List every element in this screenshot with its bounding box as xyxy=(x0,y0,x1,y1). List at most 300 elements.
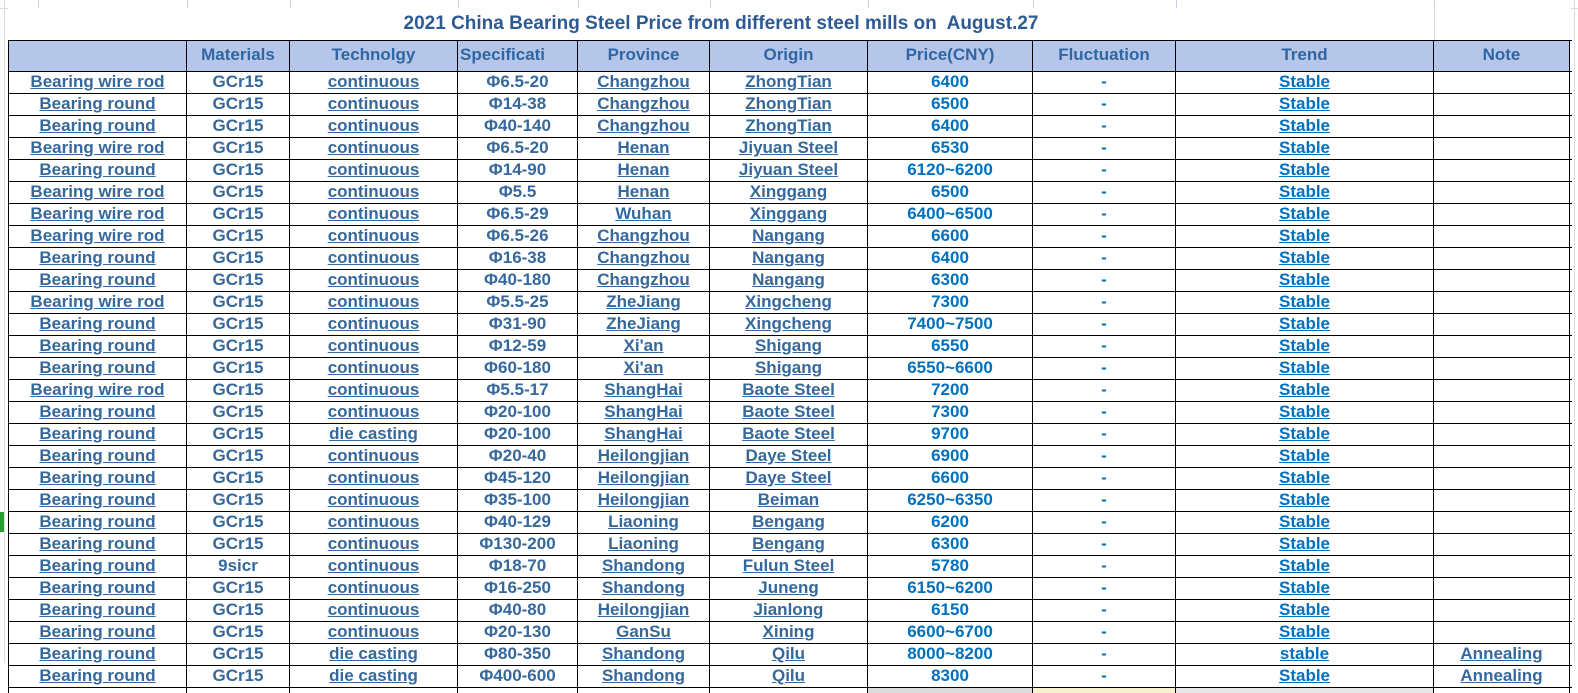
cell-technology[interactable]: continuous xyxy=(290,578,458,599)
cell-note[interactable] xyxy=(1434,292,1570,313)
cell-fluctuation[interactable]: - xyxy=(1033,512,1176,533)
cell-fluctuation[interactable]: - xyxy=(1033,182,1176,203)
cell-price[interactable]: 7300 xyxy=(868,402,1033,423)
header-cell-product[interactable] xyxy=(8,41,187,71)
cell-specification[interactable]: Φ6.5-26 xyxy=(458,226,578,247)
cell-technology[interactable]: die casting xyxy=(290,644,458,665)
cell-fluctuation[interactable]: - xyxy=(1033,578,1176,599)
cell-province[interactable]: ShangHai xyxy=(578,380,710,401)
cell-specification[interactable]: Φ80-350 xyxy=(458,644,578,665)
header-cell-trend[interactable]: Trend xyxy=(1176,41,1434,71)
cell-note[interactable] xyxy=(1434,358,1570,379)
cell-trend[interactable]: Stable xyxy=(1176,468,1434,489)
cell-specification[interactable]: Φ20-40 xyxy=(458,446,578,467)
gridline xyxy=(578,0,579,8)
cell-product[interactable]: Bearing wire rod xyxy=(8,138,187,159)
cell-province[interactable]: Henan xyxy=(578,138,710,159)
cell-product[interactable]: Bearing round xyxy=(8,600,187,621)
cell-specification[interactable]: Φ14-90 xyxy=(458,160,578,181)
cell-note[interactable] xyxy=(1434,556,1570,577)
cell-materials[interactable]: GCr15 xyxy=(187,468,290,489)
cell-price[interactable]: 6900 xyxy=(868,446,1033,467)
cell-price[interactable]: 6400 xyxy=(868,248,1033,269)
cell-price[interactable]: 6600 xyxy=(868,468,1033,489)
cell-province[interactable]: Changzhou xyxy=(578,116,710,137)
cell-note[interactable] xyxy=(1434,314,1570,335)
cell-specification[interactable]: Φ400-600 xyxy=(458,666,578,687)
cell-note[interactable]: Annealing xyxy=(1434,666,1570,687)
cell-province[interactable]: ShangHai xyxy=(578,402,710,423)
partial-cell xyxy=(187,688,290,693)
cell-fluctuation[interactable]: - xyxy=(1033,600,1176,621)
cell-fluctuation[interactable]: - xyxy=(1033,116,1176,137)
cell-product[interactable]: Bearing round xyxy=(8,622,187,643)
cell-product[interactable]: Bearing round xyxy=(8,468,187,489)
cell-province[interactable]: Shandong xyxy=(578,556,710,577)
cell-note[interactable] xyxy=(1434,512,1570,533)
cell-fluctuation[interactable]: - xyxy=(1033,424,1176,445)
cell-technology[interactable]: continuous xyxy=(290,468,458,489)
cell-note[interactable] xyxy=(1434,600,1570,621)
cell-technology[interactable]: continuous xyxy=(290,622,458,643)
cell-note[interactable] xyxy=(1434,72,1570,93)
cell-materials[interactable]: GCr15 xyxy=(187,490,290,511)
cell-note[interactable] xyxy=(1434,226,1570,247)
cell-province[interactable]: Liaoning xyxy=(578,512,710,533)
cell-fluctuation[interactable]: - xyxy=(1033,270,1176,291)
cell-origin[interactable]: Jianlong xyxy=(710,600,868,621)
cell-trend[interactable]: Stable xyxy=(1176,622,1434,643)
cell-origin[interactable]: Daye Steel xyxy=(710,468,868,489)
partial-cell xyxy=(710,688,868,693)
cell-trend[interactable]: Stable xyxy=(1176,402,1434,423)
cell-trend[interactable]: Stable xyxy=(1176,556,1434,577)
cell-trend[interactable]: stable xyxy=(1176,644,1434,665)
cell-fluctuation[interactable]: - xyxy=(1033,336,1176,357)
cell-technology[interactable]: die casting xyxy=(290,666,458,687)
cell-province[interactable]: Henan xyxy=(578,160,710,181)
cell-note[interactable] xyxy=(1434,446,1570,467)
cell-province[interactable]: Heilongjian xyxy=(578,490,710,511)
cell-origin[interactable]: Nangang xyxy=(710,270,868,291)
cell-note[interactable] xyxy=(1434,116,1570,137)
cell-origin[interactable]: Jiyuan Steel xyxy=(710,138,868,159)
cell-technology[interactable]: continuous xyxy=(290,138,458,159)
cell-fluctuation[interactable]: - xyxy=(1033,138,1176,159)
cell-technology[interactable]: continuous xyxy=(290,402,458,423)
cell-province[interactable]: Henan xyxy=(578,182,710,203)
cell-note[interactable] xyxy=(1434,622,1570,643)
partial-cell xyxy=(1176,688,1434,693)
cell-origin[interactable]: Baote Steel xyxy=(710,380,868,401)
cell-trend[interactable]: Stable xyxy=(1176,600,1434,621)
cell-price[interactable]: 6500 xyxy=(868,182,1033,203)
cell-trend[interactable]: Stable xyxy=(1176,182,1434,203)
cell-materials[interactable]: GCr15 xyxy=(187,116,290,137)
cell-price[interactable]: 6530 xyxy=(868,138,1033,159)
cell-origin[interactable]: Xinggang xyxy=(710,182,868,203)
cell-price[interactable]: 6300 xyxy=(868,270,1033,291)
cell-origin[interactable]: Baote Steel xyxy=(710,424,868,445)
cell-specification[interactable]: Φ40-140 xyxy=(458,116,578,137)
cell-trend[interactable]: Stable xyxy=(1176,380,1434,401)
cell-specification[interactable]: Φ6.5-29 xyxy=(458,204,578,225)
cell-price[interactable]: 6400 xyxy=(868,72,1033,93)
cell-note[interactable] xyxy=(1434,490,1570,511)
cell-product[interactable]: Bearing round xyxy=(8,490,187,511)
cell-specification[interactable]: Φ45-120 xyxy=(458,468,578,489)
cell-technology[interactable]: continuous xyxy=(290,116,458,137)
cell-materials[interactable]: GCr15 xyxy=(187,248,290,269)
cell-technology[interactable]: continuous xyxy=(290,556,458,577)
cell-trend[interactable]: Stable xyxy=(1176,446,1434,467)
cell-trend[interactable]: Stable xyxy=(1176,138,1434,159)
cell-price[interactable]: 7200 xyxy=(868,380,1033,401)
cell-fluctuation[interactable]: - xyxy=(1033,358,1176,379)
cell-specification[interactable]: Φ5.5-17 xyxy=(458,380,578,401)
cell-product[interactable]: Bearing round xyxy=(8,644,187,665)
cell-trend[interactable]: Stable xyxy=(1176,248,1434,269)
cell-product[interactable]: Bearing round xyxy=(8,424,187,445)
cell-origin[interactable]: Xining xyxy=(710,622,868,643)
cell-specification[interactable]: Φ130-200 xyxy=(458,534,578,555)
cell-price[interactable]: 6150~6200 xyxy=(868,578,1033,599)
cell-origin[interactable]: Qilu xyxy=(710,644,868,665)
cell-note[interactable] xyxy=(1434,578,1570,599)
table-row xyxy=(8,248,1572,270)
cell-price[interactable]: 8300 xyxy=(868,666,1033,687)
cell-specification[interactable]: Φ16-38 xyxy=(458,248,578,269)
cell-origin[interactable]: ZhongTian xyxy=(710,94,868,115)
cell-origin[interactable]: Xinggang xyxy=(710,204,868,225)
sheet-title-cell[interactable] xyxy=(8,8,1434,40)
cell-province[interactable]: Heilongjian xyxy=(578,468,710,489)
cell-materials[interactable]: GCr15 xyxy=(187,358,290,379)
cell-note[interactable] xyxy=(1434,402,1570,423)
header-cell-materials[interactable]: Materials xyxy=(187,41,290,71)
cell-materials[interactable]: GCr15 xyxy=(187,600,290,621)
cell-materials[interactable]: GCr15 xyxy=(187,644,290,665)
cell-materials[interactable]: GCr15 xyxy=(187,446,290,467)
cell-materials[interactable]: GCr15 xyxy=(187,534,290,555)
cell-trend[interactable]: Stable xyxy=(1176,578,1434,599)
cell-fluctuation[interactable]: - xyxy=(1033,72,1176,93)
cell-product[interactable]: Bearing round xyxy=(8,116,187,137)
cell-specification[interactable]: Φ18-70 xyxy=(458,556,578,577)
cell-origin[interactable]: Fulun Steel xyxy=(710,556,868,577)
cell-specification[interactable]: Φ5.5-25 xyxy=(458,292,578,313)
cell-note[interactable]: Annealing xyxy=(1434,644,1570,665)
cell-technology[interactable]: continuous xyxy=(290,314,458,335)
cell-technology[interactable]: continuous xyxy=(290,446,458,467)
cell-price[interactable]: 7300 xyxy=(868,292,1033,313)
cell-technology[interactable]: continuous xyxy=(290,72,458,93)
table-row xyxy=(8,72,1572,94)
cell-province[interactable]: Changzhou xyxy=(578,226,710,247)
header-cell-fluctuation[interactable]: Fluctuation xyxy=(1033,41,1176,71)
cell-note[interactable] xyxy=(1434,270,1570,291)
cell-technology[interactable]: continuous xyxy=(290,182,458,203)
cell-product[interactable]: Bearing wire rod xyxy=(8,226,187,247)
cell-product[interactable]: Bearing wire rod xyxy=(8,380,187,401)
cell-fluctuation[interactable]: - xyxy=(1033,292,1176,313)
cell-origin[interactable]: Juneng xyxy=(710,578,868,599)
cell-fluctuation[interactable]: - xyxy=(1033,446,1176,467)
cell-price[interactable]: 6400~6500 xyxy=(868,204,1033,225)
cell-materials[interactable]: GCr15 xyxy=(187,622,290,643)
cell-note[interactable] xyxy=(1434,182,1570,203)
cell-trend[interactable]: Stable xyxy=(1176,94,1434,115)
cell-technology[interactable]: continuous xyxy=(290,292,458,313)
cell-origin[interactable]: Daye Steel xyxy=(710,446,868,467)
cell-origin[interactable]: Jiyuan Steel xyxy=(710,160,868,181)
cell-technology[interactable]: continuous xyxy=(290,336,458,357)
cell-fluctuation[interactable]: - xyxy=(1033,556,1176,577)
cell-price[interactable]: 6600 xyxy=(868,226,1033,247)
cell-fluctuation[interactable]: - xyxy=(1033,226,1176,247)
cell-trend[interactable]: Stable xyxy=(1176,336,1434,357)
cell-price[interactable]: 6120~6200 xyxy=(868,160,1033,181)
cell-materials[interactable]: GCr15 xyxy=(187,666,290,687)
cell-materials[interactable]: GCr15 xyxy=(187,204,290,225)
cell-trend[interactable]: Stable xyxy=(1176,490,1434,511)
cell-province[interactable]: GanSu xyxy=(578,622,710,643)
cell-note[interactable] xyxy=(1434,138,1570,159)
cell-origin[interactable]: Shigang xyxy=(710,336,868,357)
cell-fluctuation[interactable]: - xyxy=(1033,94,1176,115)
cell-fluctuation[interactable]: - xyxy=(1033,314,1176,335)
cell-fluctuation[interactable]: - xyxy=(1033,644,1176,665)
cell-trend[interactable]: Stable xyxy=(1176,292,1434,313)
cell-province[interactable]: Changzhou xyxy=(578,248,710,269)
cell-specification[interactable]: Φ60-180 xyxy=(458,358,578,379)
cell-note[interactable] xyxy=(1434,248,1570,269)
cell-materials[interactable]: GCr15 xyxy=(187,424,290,445)
cell-product[interactable]: Bearing round xyxy=(8,358,187,379)
cell-product[interactable]: Bearing wire rod xyxy=(8,204,187,225)
cell-product[interactable]: Bearing round xyxy=(8,666,187,687)
cell-product[interactable]: Bearing round xyxy=(8,248,187,269)
cell-price[interactable]: 7400~7500 xyxy=(868,314,1033,335)
cell-trend[interactable]: Stable xyxy=(1176,512,1434,533)
cell-fluctuation[interactable]: - xyxy=(1033,490,1176,511)
cell-product[interactable]: Bearing wire rod xyxy=(8,292,187,313)
cell-product[interactable]: Bearing round xyxy=(8,160,187,181)
cell-origin[interactable]: Shigang xyxy=(710,358,868,379)
cell-province[interactable]: ZheJiang xyxy=(578,314,710,335)
cell-province[interactable]: Changzhou xyxy=(578,270,710,291)
cell-province[interactable]: ShangHai xyxy=(578,424,710,445)
cell-product[interactable]: Bearing round xyxy=(8,314,187,335)
cell-specification[interactable]: Φ31-90 xyxy=(458,314,578,335)
cell-note[interactable] xyxy=(1434,94,1570,115)
cell-trend[interactable]: Stable xyxy=(1176,72,1434,93)
cell-materials[interactable]: GCr15 xyxy=(187,226,290,247)
cell-materials[interactable]: GCr15 xyxy=(187,138,290,159)
header-cell-note[interactable]: Note xyxy=(1434,41,1570,71)
cell-price[interactable]: 6500 xyxy=(868,94,1033,115)
cell-materials[interactable]: GCr15 xyxy=(187,380,290,401)
cell-technology[interactable]: continuous xyxy=(290,490,458,511)
cell-price[interactable]: 6250~6350 xyxy=(868,490,1033,511)
cell-trend[interactable]: Stable xyxy=(1176,226,1434,247)
cell-materials[interactable]: GCr15 xyxy=(187,94,290,115)
cell-trend[interactable]: Stable xyxy=(1176,314,1434,335)
cell-province[interactable]: Xi'an xyxy=(578,358,710,379)
cell-origin[interactable]: ZhongTian xyxy=(710,116,868,137)
cell-province[interactable]: Xi'an xyxy=(578,336,710,357)
cell-note[interactable] xyxy=(1434,534,1570,555)
cell-origin[interactable]: Nangang xyxy=(710,248,868,269)
cell-price[interactable]: 6400 xyxy=(868,116,1033,137)
cell-trend[interactable]: Stable xyxy=(1176,116,1434,137)
cell-specification[interactable]: Φ35-100 xyxy=(458,490,578,511)
cell-province[interactable]: Changzhou xyxy=(578,94,710,115)
cell-province[interactable]: Changzhou xyxy=(578,72,710,93)
cell-province[interactable]: Heilongjian xyxy=(578,600,710,621)
header-cell-province[interactable]: Province xyxy=(578,41,710,71)
cell-technology[interactable]: continuous xyxy=(290,358,458,379)
cell-price[interactable]: 6600~6700 xyxy=(868,622,1033,643)
empty-cell[interactable] xyxy=(1434,8,1571,40)
cell-note[interactable] xyxy=(1434,336,1570,357)
cell-fluctuation[interactable]: - xyxy=(1033,534,1176,555)
cell-materials[interactable]: GCr15 xyxy=(187,512,290,533)
cell-origin[interactable]: Xingcheng xyxy=(710,314,868,335)
cell-product[interactable]: Bearing round xyxy=(8,446,187,467)
cell-product[interactable]: Bearing wire rod xyxy=(8,72,187,93)
cell-price[interactable]: 6150 xyxy=(868,600,1033,621)
cell-technology[interactable]: continuous xyxy=(290,600,458,621)
cell-fluctuation[interactable]: - xyxy=(1033,402,1176,423)
header-cell-specification[interactable]: Specificati xyxy=(458,41,578,71)
cell-trend[interactable]: Stable xyxy=(1176,424,1434,445)
cell-fluctuation[interactable]: - xyxy=(1033,380,1176,401)
cell-origin[interactable]: Qilu xyxy=(710,666,868,687)
cell-technology[interactable]: continuous xyxy=(290,204,458,225)
cell-trend[interactable]: Stable xyxy=(1176,204,1434,225)
cell-trend[interactable]: Stable xyxy=(1176,534,1434,555)
cell-product[interactable]: Bearing round xyxy=(8,556,187,577)
cell-specification[interactable]: Φ20-100 xyxy=(458,402,578,423)
cell-materials[interactable]: GCr15 xyxy=(187,182,290,203)
cell-technology[interactable]: continuous xyxy=(290,226,458,247)
cell-technology[interactable]: continuous xyxy=(290,380,458,401)
cell-specification[interactable]: Φ40-80 xyxy=(458,600,578,621)
cell-materials[interactable]: GCr15 xyxy=(187,314,290,335)
cell-fluctuation[interactable]: - xyxy=(1033,666,1176,687)
cell-specification[interactable]: Φ5.5 xyxy=(458,182,578,203)
cell-product[interactable]: Bearing wire rod xyxy=(8,182,187,203)
cell-technology[interactable]: die casting xyxy=(290,424,458,445)
cell-technology[interactable]: continuous xyxy=(290,270,458,291)
cell-note[interactable] xyxy=(1434,468,1570,489)
header-cell-technology[interactable]: Technolgy xyxy=(290,41,458,71)
cell-origin[interactable]: Baote Steel xyxy=(710,402,868,423)
cell-province[interactable]: Heilongjian xyxy=(578,446,710,467)
cell-fluctuation[interactable]: - xyxy=(1033,622,1176,643)
cell-materials[interactable]: GCr15 xyxy=(187,402,290,423)
cell-specification[interactable]: Φ40-129 xyxy=(458,512,578,533)
cell-price[interactable]: 6550 xyxy=(868,336,1033,357)
header-cell-origin[interactable]: Origin xyxy=(710,41,868,71)
cell-price[interactable]: 9700 xyxy=(868,424,1033,445)
cell-trend[interactable]: Stable xyxy=(1176,160,1434,181)
cell-specification[interactable]: Φ20-130 xyxy=(458,622,578,643)
cell-technology[interactable]: continuous xyxy=(290,94,458,115)
cell-materials[interactable]: GCr15 xyxy=(187,336,290,357)
cell-origin[interactable]: ZhongTian xyxy=(710,72,868,93)
cell-product[interactable]: Bearing round xyxy=(8,512,187,533)
cell-origin[interactable]: Bengang xyxy=(710,512,868,533)
cell-fluctuation[interactable]: - xyxy=(1033,204,1176,225)
cell-province[interactable]: Shandong xyxy=(578,644,710,665)
cell-trend[interactable]: Stable xyxy=(1176,666,1434,687)
cell-specification[interactable]: Φ16-250 xyxy=(458,578,578,599)
cell-province[interactable]: Shandong xyxy=(578,666,710,687)
cell-origin[interactable]: Nangang xyxy=(710,226,868,247)
cell-price[interactable]: 6200 xyxy=(868,512,1033,533)
cell-price[interactable]: 5780 xyxy=(868,556,1033,577)
cell-materials[interactable]: GCr15 xyxy=(187,160,290,181)
cell-specification[interactable]: Φ12-59 xyxy=(458,336,578,357)
cell-specification[interactable]: Φ14-38 xyxy=(458,94,578,115)
cell-product[interactable]: Bearing round xyxy=(8,94,187,115)
cell-price[interactable]: 8000~8200 xyxy=(868,644,1033,665)
cell-note[interactable] xyxy=(1434,380,1570,401)
cell-province[interactable]: Wuhan xyxy=(578,204,710,225)
cell-materials[interactable]: GCr15 xyxy=(187,578,290,599)
cell-fluctuation[interactable]: - xyxy=(1033,468,1176,489)
cell-specification[interactable]: Φ20-100 xyxy=(458,424,578,445)
cell-product[interactable]: Bearing round xyxy=(8,402,187,423)
cell-price[interactable]: 6550~6600 xyxy=(868,358,1033,379)
cell-origin[interactable]: Beiman xyxy=(710,490,868,511)
cell-origin[interactable]: Xingcheng xyxy=(710,292,868,313)
cell-materials[interactable]: GCr15 xyxy=(187,270,290,291)
cell-materials[interactable]: GCr15 xyxy=(187,292,290,313)
cell-specification[interactable]: Φ6.5-20 xyxy=(458,72,578,93)
cell-origin[interactable]: Bengang xyxy=(710,534,868,555)
cell-fluctuation[interactable]: - xyxy=(1033,160,1176,181)
table-row xyxy=(8,270,1572,292)
cell-price[interactable]: 6300 xyxy=(868,534,1033,555)
cell-fluctuation[interactable]: - xyxy=(1033,248,1176,269)
cell-technology[interactable]: continuous xyxy=(290,534,458,555)
cell-province[interactable]: ZheJiang xyxy=(578,292,710,313)
cell-note[interactable] xyxy=(1434,424,1570,445)
cell-product[interactable]: Bearing round xyxy=(8,270,187,291)
cell-materials[interactable]: 9sicr xyxy=(187,556,290,577)
cell-product[interactable]: Bearing round xyxy=(8,578,187,599)
gridline xyxy=(868,0,869,8)
cell-product[interactable]: Bearing round xyxy=(8,336,187,357)
cell-specification[interactable]: Φ40-180 xyxy=(458,270,578,291)
cell-note[interactable] xyxy=(1434,204,1570,225)
cell-materials[interactable]: GCr15 xyxy=(187,72,290,93)
cell-trend[interactable]: Stable xyxy=(1176,358,1434,379)
cell-product[interactable]: Bearing round xyxy=(8,534,187,555)
header-cell-price[interactable]: Price(CNY) xyxy=(868,41,1033,71)
cell-technology[interactable]: continuous xyxy=(290,248,458,269)
cell-province[interactable]: Shandong xyxy=(578,578,710,599)
cell-technology[interactable]: continuous xyxy=(290,160,458,181)
cell-technology[interactable]: continuous xyxy=(290,512,458,533)
cell-trend[interactable]: Stable xyxy=(1176,270,1434,291)
cell-province[interactable]: Liaoning xyxy=(578,534,710,555)
cell-specification[interactable]: Φ6.5-20 xyxy=(458,138,578,159)
cell-note[interactable] xyxy=(1434,160,1570,181)
